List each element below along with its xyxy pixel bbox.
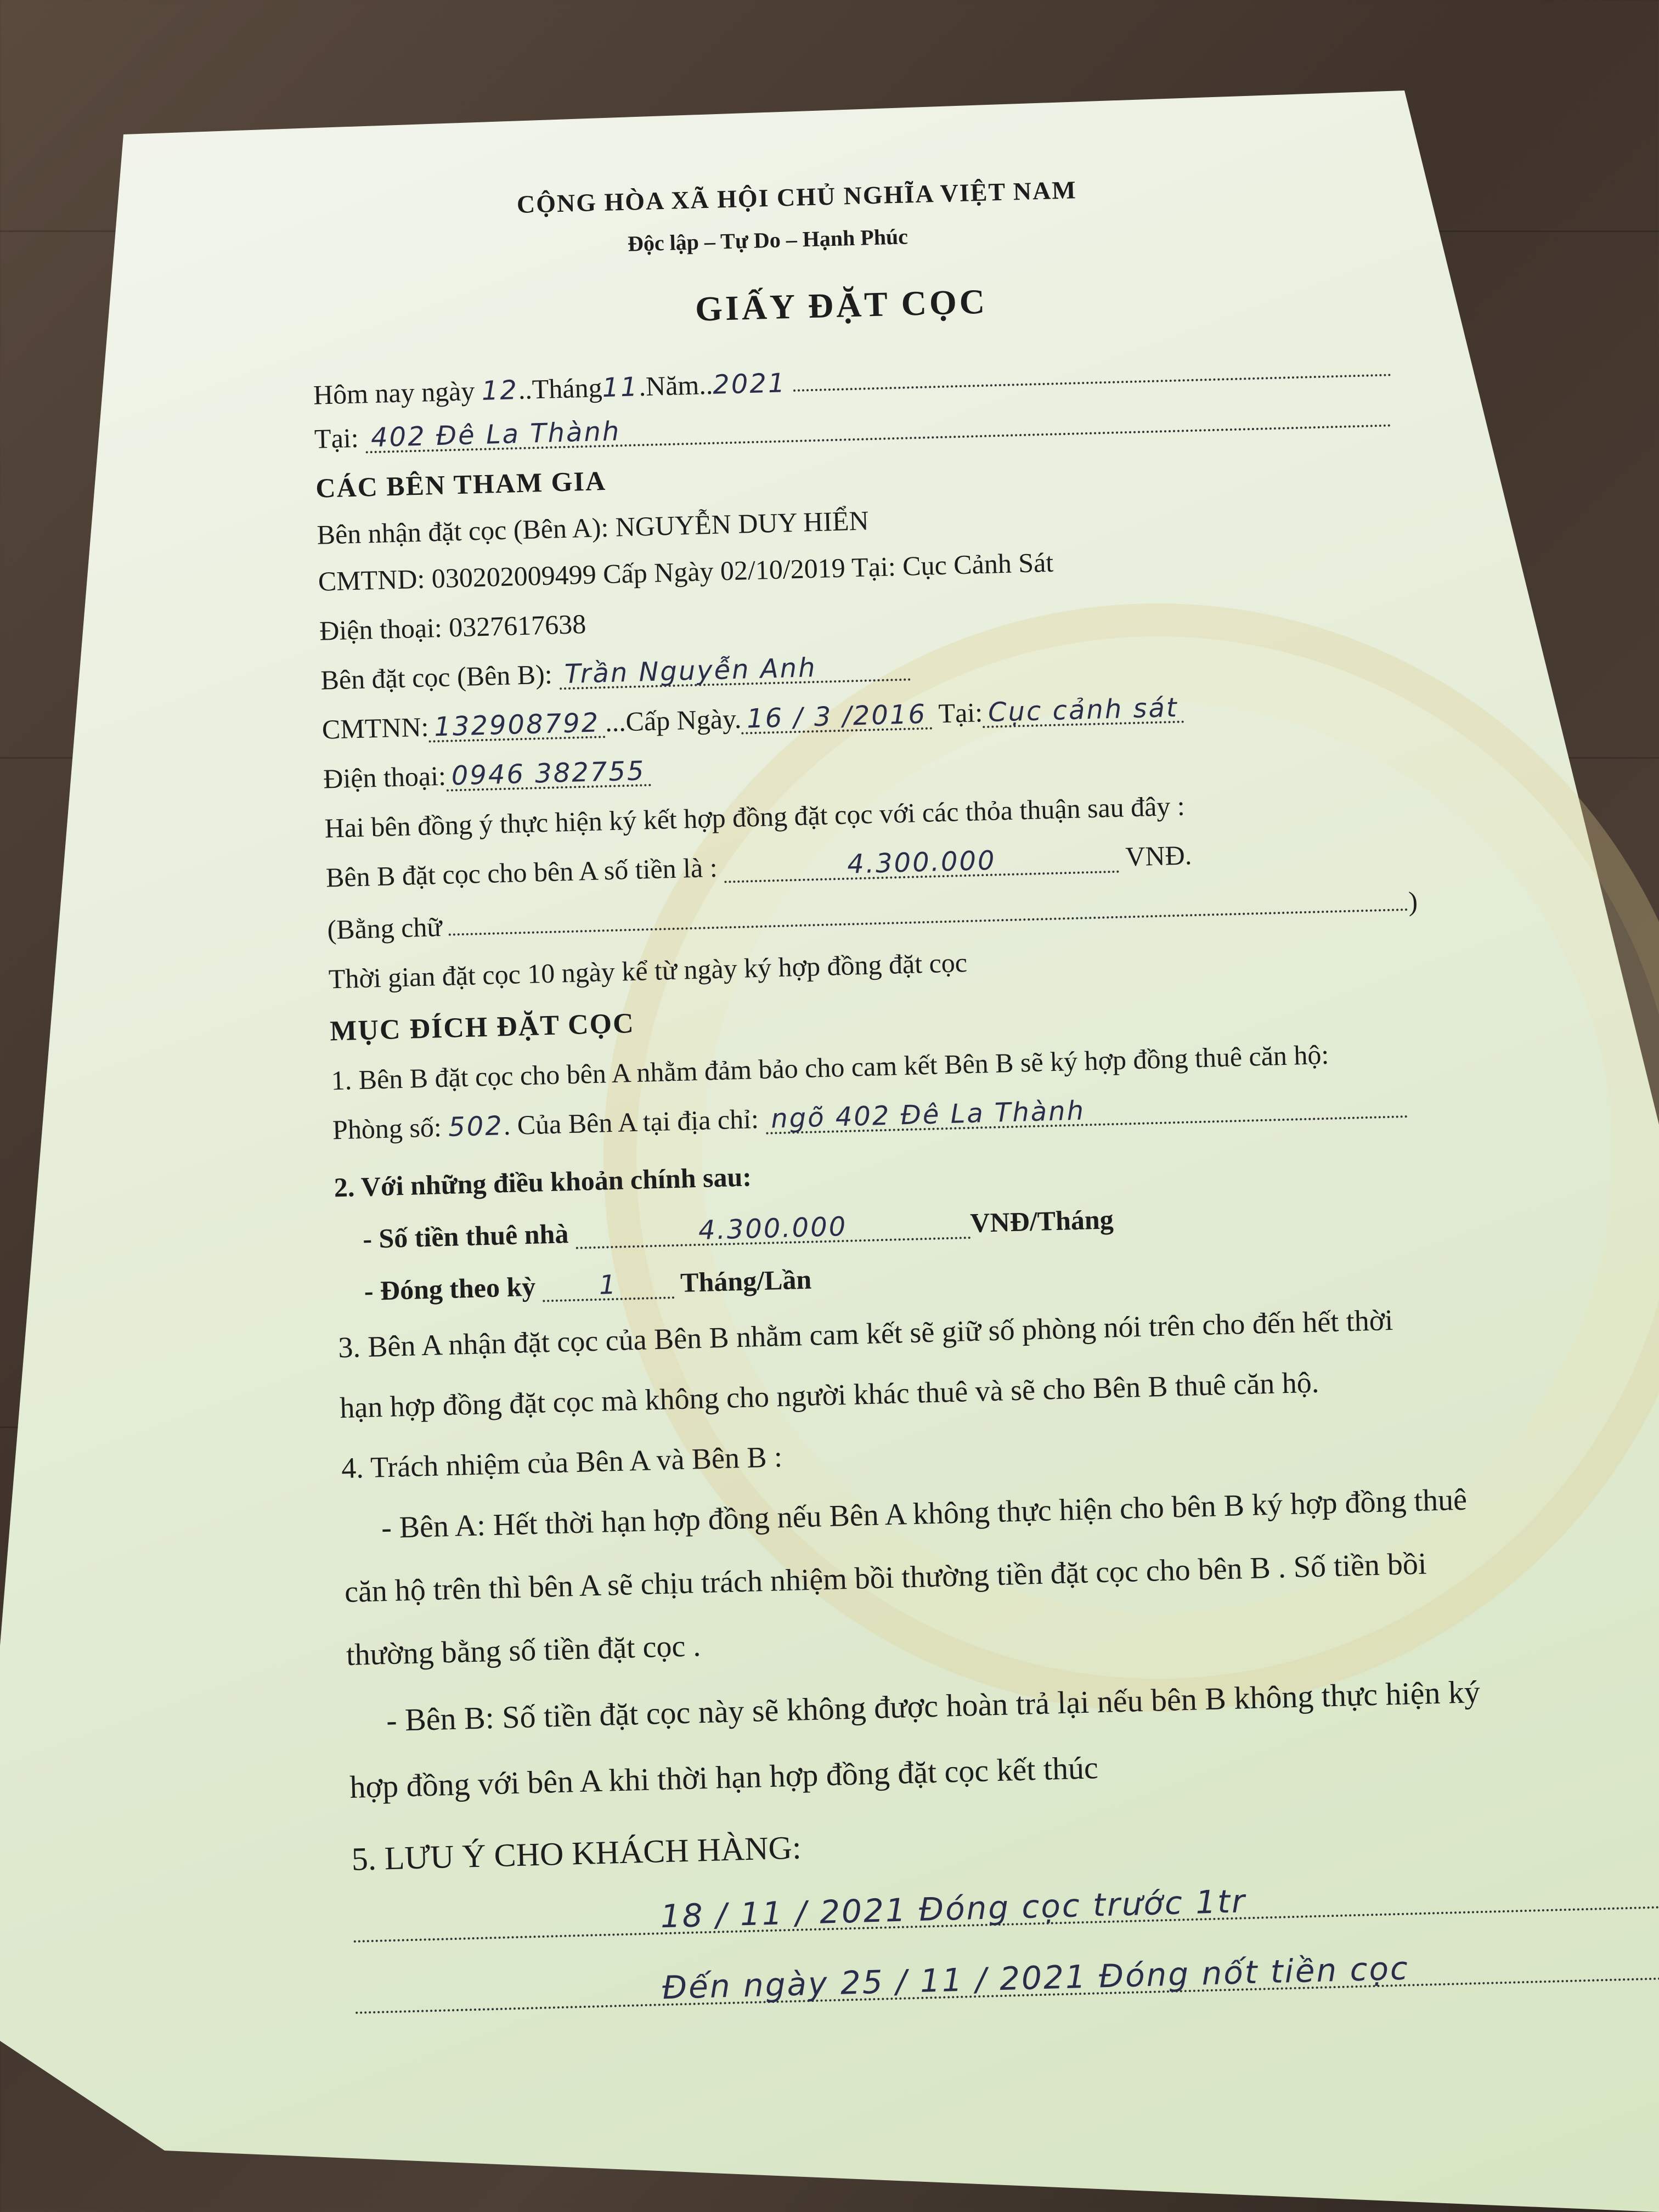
location-value: 402 Đê La Thành: [365, 398, 1391, 453]
customer-note-2: [355, 1939, 1659, 2014]
customer-note-heading: 5. LƯU Ý CHO KHÁCH HÀNG:: [351, 1829, 802, 1877]
deposit-form: [307, 133, 1565, 2138]
period-unit: Tháng/Lần: [680, 1263, 812, 1298]
purpose-item-3-line-1: 3. Bên A nhận đặt cọc của Bên B nhằm cam kết sẽ giữ số phòng nói trên cho đến hết thời: [337, 1303, 1394, 1364]
words-line: [327, 887, 1418, 943]
words-close: ): [1408, 885, 1418, 917]
purpose-item-1: 1. Bên B đặt cọc cho bên A nhằm đảm bảo cho cam kết Bên B sẽ ký hợp đồng thuê căn hộ:: [330, 1039, 1329, 1096]
room-label: Phòng số:: [332, 1111, 442, 1146]
party-a-duty-line-1: - Bên A: Hết thời hạn hợp đồng nếu Bên A không thực hiện cho bên B ký hợp đồng thuê: [381, 1482, 1468, 1545]
party-a-name: Bên nhận đặt cọc (Bên A): NGUYỄN DUY HIỂN: [316, 505, 870, 550]
rent-unit: VNĐ/Tháng: [969, 1204, 1114, 1239]
room-line: [332, 1088, 1407, 1146]
purpose-heading: MỤC ĐÍCH ĐẶT CỌC: [329, 1007, 635, 1047]
date-dotted-line: [793, 373, 1391, 392]
words-dotted-line: [449, 908, 1409, 936]
party-a-phone: Điện thoại: 0327617638: [319, 608, 586, 646]
party-b-id-label: CMTNN:: [321, 711, 430, 745]
words-label: (Bằng chữ: [326, 911, 443, 945]
country-heading: CỘNG HÒA XÃ HỘI CHỦ NGHĨA VIỆT NAM: [516, 176, 1077, 219]
location-label: Tại:: [314, 422, 359, 454]
period-label: - Đóng theo kỳ: [364, 1271, 536, 1306]
party-b-place: Cục cảnh sát: [982, 695, 1184, 729]
party-b-id: 132908792: [428, 709, 606, 742]
deposit-line: [325, 841, 1192, 893]
date-month-label: ..Tháng: [518, 372, 603, 405]
rent-line: [363, 1205, 1114, 1255]
rent-amount: 4.300.000: [575, 1210, 970, 1249]
customer-note-2-text: Đến ngày 25 / 11 / 2021 Đóng nốt tiền cọc: [355, 1939, 1659, 2014]
date-year: 2021: [712, 368, 787, 400]
motto: Độc lập – Tự Do – Hạnh Phúc: [627, 224, 909, 256]
page-title: GIẤY ĐẶT CỌC: [695, 281, 988, 329]
address-value: ngõ 402 Đê La Thành: [765, 1089, 1408, 1135]
date-month: 11: [601, 371, 640, 404]
deposit-label: Bên B đặt cọc cho bên A số tiền là :: [325, 851, 718, 893]
deposit-amount: 4.300.000: [724, 844, 1119, 883]
party-b-phone: 0946 382755: [445, 758, 651, 792]
party-b-name: Trần Nguyễn Anh: [558, 652, 910, 690]
date-prefix: Hôm nay ngày: [313, 375, 476, 410]
customer-note-1: [353, 1867, 1659, 1943]
rent-label: - Số tiền thuê nhà: [362, 1218, 569, 1255]
parties-heading: CÁC BÊN THAM GIA: [315, 465, 607, 504]
party-b-id-line: [321, 693, 1184, 746]
party-a-duty-line-2: căn hộ trên thì bên A sẽ chịu trách nhiệm bồi thường tiền đặt cọc cho bên B . Số tiền bồi: [344, 1547, 1427, 1610]
party-b-name-label: Bên đặt cọc (Bên B):: [320, 658, 553, 696]
party-b-duty-line-1: - Bên B: Số tiền đặt cọc này sẽ không được hoàn trả lại nếu bên B không thực hiện ký: [386, 1674, 1481, 1739]
purpose-item-4: 4. Trách nhiệm của Bên A và Bên B :: [341, 1440, 783, 1485]
purpose-item-2: 2. Với những điều khoản chính sau:: [334, 1161, 752, 1203]
deposit-duration: Thời gian đặt cọc 10 ngày kể từ ngày ký hợp đồng đặt cọc: [328, 947, 968, 995]
period-value: 1: [542, 1270, 674, 1302]
purpose-item-3-line-2: hạn hợp đồng đặt cọc mà không cho người khác thuê và sẽ cho Bên B thuê căn hộ.: [339, 1365, 1319, 1425]
party-b-phone-label: Điện thoại:: [323, 760, 447, 794]
period-line: [364, 1263, 812, 1307]
party-a-duty-line-3: thường bằng số tiền đặt cọc .: [346, 1629, 702, 1673]
party-b-issue-date: 16 / 3 /2016: [741, 701, 933, 735]
party-b-duty-line-2: hợp đồng với bên A khi thời hạn hợp đồng đặt cọc kết thúc: [349, 1750, 1099, 1805]
deposit-unit: VNĐ.: [1125, 839, 1192, 872]
party-b-issue-label: ...Cấp Ngày.: [605, 703, 742, 738]
party-b-phone-line: [323, 757, 651, 795]
party-b-name-line: [320, 651, 911, 696]
date-year-label: .Năm..: [638, 369, 713, 402]
address-label: . Của Bên A tại địa chỉ:: [503, 1103, 759, 1141]
customer-note-1-text: 18 / 11 / 2021 Đóng cọc trước 1tr: [353, 1867, 1659, 1943]
date-day: 12: [481, 375, 519, 407]
agreement-text: Hai bên đồng ý thực hiện ký kết hợp đồng đặt cọc với các thỏa thuận sau đây :: [324, 790, 1186, 844]
party-b-place-label: Tại:: [938, 697, 983, 729]
party-a-id: CMTND: 030202009499 Cấp Ngày 02/10/2019 Tại: Cục Cảnh Sát: [318, 546, 1054, 597]
room-number: 502: [448, 1110, 504, 1143]
date-line: [313, 353, 1391, 408]
